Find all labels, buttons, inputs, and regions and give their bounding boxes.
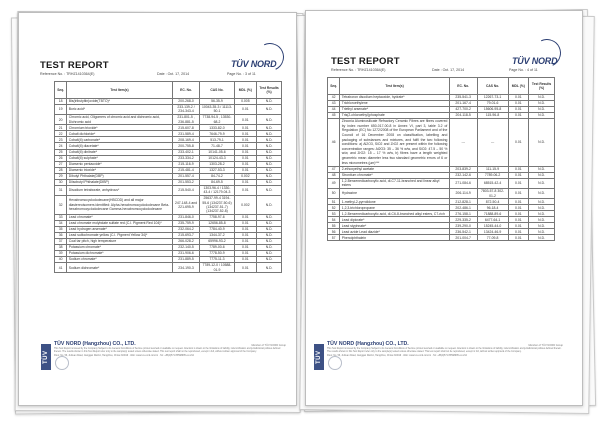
cell-ec-no: 229-335-2 bbox=[449, 217, 477, 223]
cell-ec-no: 266-028-2 bbox=[172, 238, 200, 244]
company-address: Floor, No. 56, Jiuhuan Road, Jianggan District, Hangzhou, China 310019 · Web: www.tuv-nord.com/cn · Tel: +86(0)571 85598985 ext.212 bbox=[327, 355, 467, 358]
cell-test-results: N.D. bbox=[257, 98, 282, 104]
cell-test-item: 1,2,3-trichloropropane bbox=[340, 205, 449, 211]
cell-test-results: N.D. bbox=[257, 195, 282, 214]
cell-test-item: Coal tar pitch, high temperature bbox=[67, 238, 172, 244]
cell-cas-no: 6477-64-1 bbox=[477, 217, 508, 223]
cell-mdl: 0.01 bbox=[234, 238, 257, 244]
cell-test-item: Lead chromate* bbox=[67, 214, 172, 220]
cell-ec-no: 232-140-5 bbox=[172, 244, 200, 250]
cell-test-item: Cobalt dichloride* bbox=[67, 131, 172, 137]
cell-test-item: Phenolphthalein bbox=[340, 235, 449, 241]
cell-seq: 35 bbox=[55, 226, 67, 232]
cell-ec-no: 231-846-0 bbox=[172, 214, 200, 220]
table-row bbox=[55, 104, 282, 114]
logo-arc-icon bbox=[252, 39, 288, 75]
cell-test-item: Cobalt(II) diacetate* bbox=[67, 143, 172, 149]
cell-ec-no: 235-541-3 bbox=[449, 94, 477, 100]
cell-test-results: N.D. bbox=[257, 179, 282, 185]
cell-test-item: Diarsenic pentaoxide* bbox=[67, 161, 172, 167]
cell-mdl: 0.01 bbox=[508, 235, 529, 241]
fine-print: This Test Report is issued by the Company Subject to its General Conditions of Service printed overleaf or available on request. Attention is drawn to the limitations of liability, indemnification and jurisdictional policies defined therein. The results shown in this Test Report refer only to the sample(s) tested unless otherwise stated. This test report shall not be reproduced, except in full, without written approval of the Company. bbox=[54, 348, 281, 354]
cell-ec-no: 200-755-8 bbox=[172, 143, 200, 149]
cell-test-results: N.D. bbox=[529, 172, 555, 178]
cell-mdl: 0.002 bbox=[234, 173, 257, 179]
cell-test-item: Sodium chromate* bbox=[67, 256, 172, 262]
member-note: Member of TÜV NORD Group bbox=[251, 344, 286, 347]
tuv-side-logo: TÜV bbox=[41, 344, 51, 370]
cell-mdl: 0.01 bbox=[234, 214, 257, 220]
cell-cas-no: 10141-05-6 bbox=[200, 149, 234, 155]
cell-test-item: Triethyl arsenate* bbox=[340, 106, 449, 112]
cell-test-results: N.D. bbox=[257, 220, 282, 226]
results-table bbox=[54, 81, 282, 273]
member-note: Member of TÜV NORD Group bbox=[528, 344, 563, 347]
cell-test-results: N.D. bbox=[257, 173, 282, 179]
cell-test-results: N.D. bbox=[257, 155, 282, 161]
cell-seq: 29 bbox=[55, 173, 67, 179]
cell-mdl: 0.01 bbox=[508, 166, 529, 172]
cell-test-item: Sodium dichromate* bbox=[67, 263, 172, 273]
cell-seq: 54 bbox=[328, 217, 340, 223]
cell-cas-no: 1327-53-3 bbox=[200, 167, 234, 173]
cell-test-item: Potassium chromate* bbox=[67, 244, 172, 250]
cell-ec-no: --- bbox=[449, 118, 477, 166]
cell-mdl: 0.002 bbox=[234, 195, 257, 214]
cell-mdl: 0.01 bbox=[234, 125, 257, 131]
company-name: TÜV NORD (Hangzhou) CO., LTD. bbox=[54, 341, 136, 347]
cell-ec-no: 233-402-1 bbox=[172, 149, 200, 155]
cell-test-results: N.D. bbox=[257, 226, 282, 232]
cell-seq: 52 bbox=[328, 205, 340, 211]
table-row bbox=[328, 188, 555, 198]
cell-test-item: 1,2-Benzenedicarboxylic acid, di-C7-11-branched and linear alkyl esters bbox=[340, 178, 449, 188]
cell-mdl: 0.01 bbox=[234, 232, 257, 238]
cell-seq: 45 bbox=[328, 112, 340, 118]
cell-ec-no: 201-167-4 bbox=[449, 100, 477, 106]
cell-seq: 26 bbox=[55, 155, 67, 161]
cell-seq: 25 bbox=[55, 149, 67, 155]
cell-ec-no: 201-553-2 bbox=[172, 179, 200, 185]
cell-seq: 33 bbox=[55, 214, 67, 220]
cell-mdl: 0.01 bbox=[234, 167, 257, 173]
cell-mdl: 0.01 bbox=[234, 220, 257, 226]
cell-mdl: 0.01 bbox=[508, 229, 529, 235]
company-address: Floor, No. 56, Jiuhuan Road, Jianggan District, Hangzhou, China 310019 · Web: www.tuv-nord.com/cn · Tel: +86(0)571 85598985 ext.212 bbox=[54, 355, 194, 358]
cell-ec-no: 206-114-9 bbox=[449, 188, 477, 198]
cell-test-results: N.D. bbox=[529, 211, 555, 217]
cell-ec-no: 215-116-9 bbox=[172, 161, 200, 167]
report-footer bbox=[54, 341, 286, 358]
cell-ec-no: 231-906-6 bbox=[172, 250, 200, 256]
cell-seq: 24 bbox=[55, 143, 67, 149]
cell-cas-no: 513-79-1 bbox=[200, 137, 234, 143]
cell-test-results: N.D. bbox=[257, 115, 282, 125]
column-header-mdl: MDL (%) bbox=[508, 78, 529, 95]
cell-seq: 32 bbox=[55, 195, 67, 214]
cell-cas-no: 7775-11-3 bbox=[200, 256, 234, 262]
cell-seq: 31 bbox=[55, 185, 67, 195]
cell-cas-no: 1303-96-4 / 1330-43-4 / 12179-04-3 bbox=[200, 185, 234, 195]
cell-test-results: N.D. bbox=[529, 223, 555, 229]
cell-mdl: 0.01 bbox=[234, 149, 257, 155]
cell-ec-no: 231-589-4 bbox=[172, 131, 200, 137]
cell-mdl: 0.01 bbox=[234, 250, 257, 256]
cell-test-item: Diarsenic trioxide* bbox=[67, 167, 172, 173]
cell-ec-no: 201-557-4 bbox=[172, 173, 200, 179]
cell-mdl: 0.01 bbox=[234, 155, 257, 161]
cell-cas-no: 7738-94-5 , 13530-68-2 bbox=[200, 115, 234, 125]
cell-cas-no: 7778-50-9 bbox=[200, 250, 234, 256]
cell-ec-no: 235-759-9 bbox=[172, 220, 200, 226]
table-row bbox=[328, 178, 555, 188]
cell-cas-no: 115-96-8 bbox=[477, 112, 508, 118]
cell-test-item: Lead dipicrate* bbox=[340, 217, 449, 223]
cell-test-results: N.D. bbox=[529, 94, 555, 100]
cell-mdl: 0.01 bbox=[508, 178, 529, 188]
report-page-right bbox=[305, 10, 583, 406]
cell-cas-no: 10043-35-3 / 11113-50-1 bbox=[200, 104, 234, 114]
report-date: Date : Oct. 17, 2014 bbox=[432, 68, 465, 72]
cell-cas-no: 7789-06-2 bbox=[477, 172, 508, 178]
cell-test-results: N.D. bbox=[529, 112, 555, 118]
cell-seq: 56 bbox=[328, 229, 340, 235]
cell-ec-no: 215-481-4 bbox=[172, 167, 200, 173]
cell-seq: 28 bbox=[55, 167, 67, 173]
cell-test-results: N.D. bbox=[257, 256, 282, 262]
tuv-side-logo: TÜV bbox=[314, 344, 324, 370]
cell-mdl: 0.01 bbox=[508, 100, 529, 106]
cell-seq: 36 bbox=[55, 232, 67, 238]
cell-cas-no: 10124-43-3 bbox=[200, 155, 234, 161]
cell-test-item: 1-methyl-2-pyrrolidone bbox=[340, 199, 449, 205]
cell-seq: 34 bbox=[55, 220, 67, 226]
cell-test-results: N.D. bbox=[529, 188, 555, 198]
table-row bbox=[55, 185, 282, 195]
table-row bbox=[328, 235, 555, 241]
cell-seq: 19 bbox=[55, 104, 67, 114]
cell-test-item: Cobalt(II) sulphate* bbox=[67, 155, 172, 161]
cell-test-results: N.D. bbox=[257, 250, 282, 256]
cell-test-results: N.D. bbox=[529, 235, 555, 241]
reference-number: Reference No. : TRHZ1410364(E) bbox=[40, 72, 95, 76]
cell-cas-no: 13424-46-9 bbox=[477, 229, 508, 235]
cell-test-results: N.D. bbox=[529, 205, 555, 211]
cell-ec-no: 200-268-0 bbox=[172, 98, 200, 104]
page-number: Page No. : 4 of 11 bbox=[509, 68, 538, 72]
cell-test-item: Disodium tetraborate, anhydrous* bbox=[67, 185, 172, 195]
cell-cas-no: 84-74-2 bbox=[200, 173, 234, 179]
cell-cas-no: 12267-73-1 bbox=[477, 94, 508, 100]
cell-mdl: 0.01 bbox=[234, 244, 257, 250]
company-name: TÜV NORD (Hangzhou) CO., LTD. bbox=[327, 341, 409, 347]
tuv-nord-logo: TÜV NORD bbox=[231, 59, 277, 69]
cell-seq: 43 bbox=[328, 100, 340, 106]
cell-test-item: Bis(tributyltin)oxide(TBTO)* bbox=[67, 98, 172, 104]
column-header-cas-no: CAS No. bbox=[477, 78, 508, 95]
cell-mdl: 0.01 bbox=[508, 94, 529, 100]
column-header-ec-no: EC. No. bbox=[172, 82, 200, 99]
cell-test-results: N.D. bbox=[257, 161, 282, 167]
cell-test-item: Cobalt(II) dinitrate* bbox=[67, 149, 172, 155]
cell-ec-no: 231-801-5 , 236-881-5 bbox=[172, 115, 200, 125]
cell-mdl: 0.01 bbox=[508, 106, 529, 112]
cell-test-results: N.D. bbox=[529, 178, 555, 188]
cell-cas-no: 25637-99-4 3194-55-6 (134237-50-6) (134237-51-7) (134237-52-8) bbox=[200, 195, 234, 214]
cell-mdl: 0.01 bbox=[234, 115, 257, 125]
cell-test-item: Tris(2-chloroethyl)phosphate bbox=[340, 112, 449, 118]
cell-seq: 39 bbox=[55, 250, 67, 256]
cell-test-item: 2-ethoxyethyl acetate bbox=[340, 166, 449, 172]
cell-seq: 21 bbox=[55, 125, 67, 131]
cell-ec-no: 212-828-1 bbox=[449, 199, 477, 205]
report-page-left bbox=[18, 12, 297, 406]
cell-ec-no: 233-139-2 / 234-343-4 bbox=[172, 104, 200, 114]
cell-test-results: N.D. bbox=[257, 143, 282, 149]
cell-test-item: 1,2-Benzenedicarboxylic acid, di-C6-8-branched alkyl esters, C7-rich bbox=[340, 211, 449, 217]
cell-seq: 18 bbox=[55, 98, 67, 104]
cell-seq: 57 bbox=[328, 235, 340, 241]
cell-mdl: 0.01 bbox=[234, 226, 257, 232]
column-header-test-results: Test Results (%) bbox=[257, 82, 282, 99]
cell-cas-no: 7646-79-9 bbox=[200, 131, 234, 137]
cell-test-results: N.D. bbox=[257, 244, 282, 250]
cell-mdl: 0.01 bbox=[234, 179, 257, 185]
cell-test-results: N.D. bbox=[529, 229, 555, 235]
cell-ec-no: 239-290-0 bbox=[449, 223, 477, 229]
cell-cas-no: 7789-12-0 / 10588-01-9 bbox=[200, 263, 234, 273]
cell-seq: 27 bbox=[55, 161, 67, 167]
table-row bbox=[328, 118, 555, 166]
table-row bbox=[55, 263, 282, 273]
cell-ec-no: 203-839-2 bbox=[449, 166, 477, 172]
cell-cas-no: 71-48-7 bbox=[200, 143, 234, 149]
cell-ec-no: 236-542-1 bbox=[449, 229, 477, 235]
cell-ec-no: 204-118-5 bbox=[449, 112, 477, 118]
cell-test-item: Lead styphnate* bbox=[340, 223, 449, 229]
cell-mdl: 0.01 bbox=[234, 104, 257, 114]
cell-ec-no: 201-004-7 bbox=[449, 235, 477, 241]
cell-test-item: Lead azide Lead diazide* bbox=[340, 229, 449, 235]
page-number: Page No. : 3 of 11 bbox=[227, 72, 256, 76]
cell-cas-no: 77-09-8 bbox=[477, 235, 508, 241]
cell-ec-no: 202-486-1 bbox=[449, 205, 477, 211]
cell-mdl: 0.01 bbox=[508, 172, 529, 178]
cell-test-item: Chromic acid, Oligomers of chromic acid and dichromic acid, Dichromic acid bbox=[67, 115, 172, 125]
cell-cas-no: 111-15-9 bbox=[477, 166, 508, 172]
column-header-ec-no: EC. No. bbox=[449, 78, 477, 95]
cell-test-results: N.D. bbox=[529, 166, 555, 172]
cell-mdl: 0.01 bbox=[508, 199, 529, 205]
cell-seq: 30 bbox=[55, 179, 67, 185]
cell-ec-no: 276-158-1 bbox=[449, 211, 477, 217]
cell-seq: 23 bbox=[55, 137, 67, 143]
cell-seq: 22 bbox=[55, 131, 67, 137]
cell-cas-no: 68515-42-4 bbox=[477, 178, 508, 188]
cell-mdl: 0.01 bbox=[508, 211, 529, 217]
cell-cas-no: 872-50-4 bbox=[477, 199, 508, 205]
report-footer bbox=[327, 341, 563, 358]
cell-test-item: Chromium trioxide* bbox=[67, 125, 172, 131]
cell-seq: 51 bbox=[328, 199, 340, 205]
cell-test-results: N.D. bbox=[257, 167, 282, 173]
cell-test-item: Hydrazine bbox=[340, 188, 449, 198]
cell-ec-no: 271-084-6 bbox=[449, 178, 477, 188]
cell-test-results: N.D. bbox=[257, 185, 282, 195]
cell-ec-no: 215-540-4 bbox=[172, 185, 200, 195]
cell-seq: 53 bbox=[328, 211, 340, 217]
cell-cas-no: 56-35-9 bbox=[200, 98, 234, 104]
results-table bbox=[327, 77, 555, 241]
cell-mdl: 0.01 bbox=[234, 263, 257, 273]
cell-cas-no: 79-01-6 bbox=[477, 100, 508, 106]
tuv-nord-logo: TÜV NORD bbox=[512, 56, 558, 66]
cell-test-results: N.D. bbox=[529, 100, 555, 106]
column-header-mdl: MDL (%) bbox=[234, 82, 257, 99]
column-header-test-results: Test Results (%) bbox=[529, 78, 555, 95]
cell-ec-no: 208-169-4 bbox=[172, 137, 200, 143]
cell-test-results: N.D. bbox=[257, 137, 282, 143]
cell-seq: 49 bbox=[328, 178, 340, 188]
cell-cas-no: 15245-44-0 bbox=[477, 223, 508, 229]
cell-test-item: Potassium dichromate* bbox=[67, 250, 172, 256]
cell-test-item: Lead hydrogen arsenate* bbox=[67, 226, 172, 232]
cell-mdl: 0.005 bbox=[234, 98, 257, 104]
column-header-test-item: Test Item(s) bbox=[67, 82, 172, 99]
cell-mdl: 0.01 bbox=[234, 185, 257, 195]
cell-ec-no: 215-607-8 bbox=[172, 125, 200, 131]
cell-cas-no: --- bbox=[477, 118, 508, 166]
cell-seq: 42 bbox=[328, 94, 340, 100]
cell-cas-no: 12656-85-8 bbox=[200, 220, 234, 226]
cell-cas-no: 7784-40-9 bbox=[200, 226, 234, 232]
cell-seq: 37 bbox=[55, 238, 67, 244]
cell-test-results: N.D. bbox=[529, 106, 555, 112]
cell-cas-no: 65996-93-2 bbox=[200, 238, 234, 244]
cell-mdl: 0.01 bbox=[508, 217, 529, 223]
cell-test-results: N.D. bbox=[529, 217, 555, 223]
cell-cas-no: 1303-28-2 bbox=[200, 161, 234, 167]
cell-ec-no: 247-148-4 and 221-695-9 bbox=[172, 195, 200, 214]
cell-ec-no: 215-693-7 bbox=[172, 232, 200, 238]
cell-mdl: 0.01 bbox=[508, 188, 529, 198]
cell-test-item: Boric acid* bbox=[67, 104, 172, 114]
cell-test-results: N.D. bbox=[257, 149, 282, 155]
cell-test-results: N.D. bbox=[529, 199, 555, 205]
cell-ec-no: 233-334-2 bbox=[172, 155, 200, 161]
cell-seq: 20 bbox=[55, 115, 67, 125]
cell-test-results: N.D. bbox=[257, 214, 282, 220]
cell-test-results: N.D. bbox=[257, 125, 282, 131]
cell-mdl: 0.01 bbox=[508, 205, 529, 211]
cell-cas-no: 7789-00-6 bbox=[200, 244, 234, 250]
cell-test-item: Cobalt(II) carbonate* bbox=[67, 137, 172, 143]
cell-ec-no: 231-889-5 bbox=[172, 256, 200, 262]
table-row bbox=[55, 195, 282, 214]
cell-test-item: Zirconia Aluminosilicate Refractory Ceramic Fibres are fibres covered by index number 650-017-00-8 in Annex VI, part 3, table 3.2 of Regulation (EC) No 1272/2008 of the European Parliament and of the Council of 16 December 2008 on classification, labelling and packaging of substances and mixtures, and fulfil the two following conditions: a) Al2O3, SiO2 and ZrO2 are present within the following concentration ranges: Al2O3: 35 – 36 % w/w, and SiO2: 47.5 – 50 % w/w, and ZrO2: 15 – 17 % w/w, b) fibres have a length weighted geometric mean diameter less two standard geometric errors of 6 or less micrometres (µm)*** bbox=[341, 119, 448, 165]
cell-cas-no: 7758-97-6 bbox=[200, 214, 234, 220]
cell-cas-no: 96-18-4 bbox=[477, 205, 508, 211]
cell-test-item: Trichloroethylene bbox=[340, 100, 449, 106]
column-header-seq: Seq. bbox=[328, 78, 340, 95]
cell-cas-no: 1344-37-2 bbox=[200, 232, 234, 238]
cell-test-item: Diisobutyl Phthalate(DIBP) bbox=[67, 179, 172, 185]
cell-test-item: Dibutyl Phthalate(DBP) bbox=[67, 173, 172, 179]
cell-seq: 48 bbox=[328, 172, 340, 178]
column-header-test-item: Test Item(s) bbox=[340, 78, 449, 95]
report-title: TEST REPORT bbox=[40, 60, 109, 71]
cell-seq: 44 bbox=[328, 106, 340, 112]
cell-seq: 40 bbox=[55, 256, 67, 262]
cell-cas-no: 1333-82-0 bbox=[200, 125, 234, 131]
reference-number: Reference No. : TRHZ1410364(E) bbox=[331, 68, 386, 72]
column-header-cas-no: CAS No. bbox=[200, 82, 234, 99]
cell-ec-no: 234-190-3 bbox=[172, 263, 200, 273]
cell-ec-no: 232-142-6 bbox=[449, 172, 477, 178]
cell-mdl: 0.01 bbox=[508, 118, 529, 166]
cell-mdl: 0.01 bbox=[234, 131, 257, 137]
cell-seq: 50 bbox=[328, 188, 340, 198]
cell-test-item: Lead sulfochromate yellow (C.I. Pigment Yellow 34)* bbox=[67, 232, 172, 238]
cell-mdl: 0.01 bbox=[234, 143, 257, 149]
cell-mdl: 0.01 bbox=[234, 137, 257, 143]
cell-mdl: 0.01 bbox=[234, 161, 257, 167]
cell-seq: 41 bbox=[55, 263, 67, 273]
cell-seq: 47 bbox=[328, 166, 340, 172]
cell-cas-no: 15606-95-8 bbox=[477, 106, 508, 112]
cell-test-results: N.D. bbox=[257, 232, 282, 238]
cell-test-results: N.D. bbox=[257, 263, 282, 273]
cell-cas-no: 7803-57-8 302-01-2 bbox=[477, 188, 508, 198]
fine-print: This Test Report is issued by the Company Subject to its General Conditions of Service printed overleaf or available on request. Attention is drawn to the limitations of liability, indemnification and jurisdictional policies defined therein. The results shown in this Test Report refer only to the sample(s) tested unless otherwise stated. This test report shall not be reproduced, except in full, without written approval of the Company. bbox=[327, 348, 562, 354]
cell-test-results: N.D. bbox=[529, 118, 555, 166]
cell-mdl: 0.01 bbox=[234, 256, 257, 262]
table-row bbox=[55, 115, 282, 125]
cell-test-item: Tetraboron disodium heptaoxide, hydrate* bbox=[340, 94, 449, 100]
report-title: TEST REPORT bbox=[331, 56, 400, 67]
column-header-seq: Seq. bbox=[55, 82, 67, 99]
cell-test-item: Lead chromate molybdate sulfate red (C.I. Pigment Red 104)* bbox=[67, 220, 172, 226]
table-row bbox=[328, 211, 555, 217]
cell-test-results: N.D. bbox=[257, 131, 282, 137]
cell-cas-no: 84-69-5 bbox=[200, 179, 234, 185]
cell-test-results: N.D. bbox=[257, 238, 282, 244]
cell-seq: 38 bbox=[55, 244, 67, 250]
cell-cas-no: 71888-89-6 bbox=[477, 211, 508, 217]
report-date: Date : Oct. 17, 2014 bbox=[157, 72, 190, 76]
cell-seq: 46 bbox=[328, 118, 340, 166]
cell-seq: 55 bbox=[328, 223, 340, 229]
cell-test-item: Strontium chromate* bbox=[340, 172, 449, 178]
cell-mdl: 0.01 bbox=[508, 112, 529, 118]
cell-mdl: 0.01 bbox=[508, 223, 529, 229]
cell-ec-no: 232-064-2 bbox=[172, 226, 200, 232]
cell-test-results: N.D. bbox=[257, 104, 282, 114]
cell-test-item: Hexabromocyclododecane(HBCDD) and all major diastereoisomers identified: Alpha-hexabromocyclododecane Beta-hexabromocyclododecane Gamma-hexabromocyclododecane bbox=[67, 195, 172, 214]
cell-ec-no: 427-700-2 bbox=[449, 106, 477, 112]
